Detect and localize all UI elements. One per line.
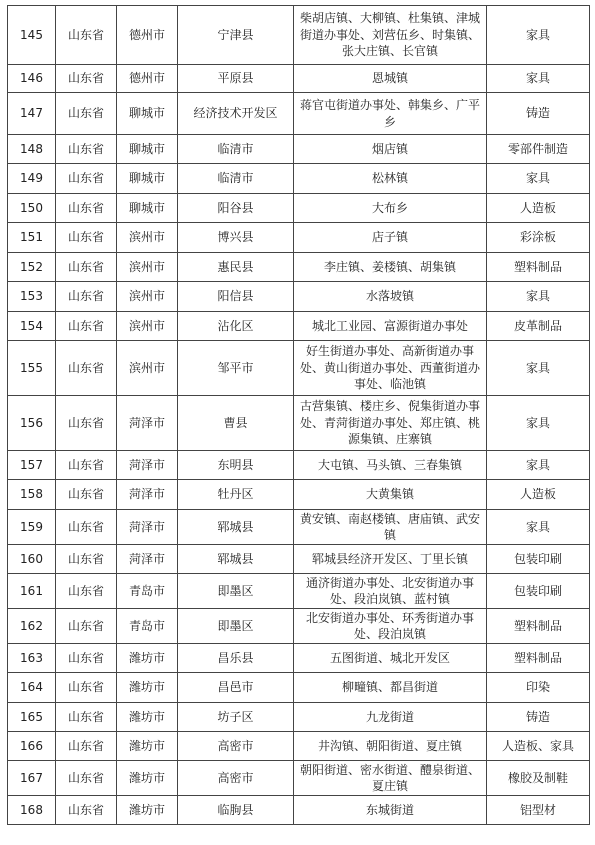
province-cell: 山东省 (56, 545, 117, 574)
county-cell: 博兴县 (178, 223, 294, 253)
province-cell: 山东省 (56, 6, 117, 65)
industry-cell: 铝型材 (487, 796, 590, 825)
row-number-cell: 149 (8, 164, 56, 194)
city-cell: 聊城市 (117, 164, 178, 194)
city-cell: 潍坊市 (117, 673, 178, 703)
row-number-cell: 166 (8, 732, 56, 761)
county-cell: 临清市 (178, 135, 294, 164)
county-cell: 阳信县 (178, 282, 294, 312)
industry-cell: 家具 (487, 282, 590, 312)
industry-cell: 包装印刷 (487, 574, 590, 609)
province-cell: 山东省 (56, 510, 117, 545)
towns-cell: 城北工业园、富源街道办事处 (294, 312, 487, 341)
row-number-cell: 165 (8, 703, 56, 732)
table-row (8, 574, 590, 609)
industry-cell: 包装印刷 (487, 545, 590, 574)
table-body (8, 6, 590, 825)
row-number-cell: 167 (8, 761, 56, 796)
city-cell: 聊城市 (117, 135, 178, 164)
table-row (8, 253, 590, 282)
row-number-cell: 164 (8, 673, 56, 703)
province-cell: 山东省 (56, 65, 117, 93)
city-cell: 菏泽市 (117, 510, 178, 545)
industry-cell: 塑料制品 (487, 609, 590, 644)
county-cell: 平原县 (178, 65, 294, 93)
towns-cell: 好生街道办事处、高新街道办事处、黄山街道办事处、西董街道办事处、临池镇 (294, 341, 487, 396)
row-number-cell: 145 (8, 6, 56, 65)
province-cell: 山东省 (56, 644, 117, 673)
row-number-cell: 146 (8, 65, 56, 93)
towns-cell: 恩城镇 (294, 65, 487, 93)
county-cell: 东明县 (178, 451, 294, 480)
city-cell: 潍坊市 (117, 761, 178, 796)
county-cell: 宁津县 (178, 6, 294, 65)
row-number-cell: 161 (8, 574, 56, 609)
industry-cell: 人造板 (487, 480, 590, 510)
province-cell: 山东省 (56, 703, 117, 732)
county-cell: 临清市 (178, 164, 294, 194)
industry-cell: 塑料制品 (487, 644, 590, 673)
row-number-cell: 168 (8, 796, 56, 825)
table-row (8, 93, 590, 135)
table-row (8, 732, 590, 761)
towns-cell: 北安街道办事处、环秀街道办事处、段泊岚镇 (294, 609, 487, 644)
towns-cell: 松林镇 (294, 164, 487, 194)
towns-cell: 九龙街道 (294, 703, 487, 732)
table-row (8, 6, 590, 65)
table-row (8, 761, 590, 796)
county-cell: 阳谷县 (178, 194, 294, 223)
towns-cell: 郓城县经济开发区、丁里长镇 (294, 545, 487, 574)
province-cell: 山东省 (56, 574, 117, 609)
table-row (8, 609, 590, 644)
county-cell: 即墨区 (178, 574, 294, 609)
towns-cell: 店子镇 (294, 223, 487, 253)
towns-cell: 水落坡镇 (294, 282, 487, 312)
towns-cell: 柴胡店镇、大柳镇、杜集镇、津城街道办事处、刘营伍乡、时集镇、张大庄镇、长官镇 (294, 6, 487, 65)
table-row (8, 703, 590, 732)
industry-cell: 零部件制造 (487, 135, 590, 164)
row-number-cell: 151 (8, 223, 56, 253)
table-row (8, 341, 590, 396)
towns-cell: 通济街道办事处、北安街道办事处、段泊岚镇、蓝村镇 (294, 574, 487, 609)
county-cell: 昌乐县 (178, 644, 294, 673)
city-cell: 菏泽市 (117, 396, 178, 451)
table-row (8, 644, 590, 673)
county-cell: 经济技术开发区 (178, 93, 294, 135)
city-cell: 潍坊市 (117, 644, 178, 673)
table-row (8, 223, 590, 253)
row-number-cell: 147 (8, 93, 56, 135)
table-row (8, 545, 590, 574)
city-cell: 潍坊市 (117, 732, 178, 761)
row-number-cell: 159 (8, 510, 56, 545)
table-row (8, 312, 590, 341)
row-number-cell: 153 (8, 282, 56, 312)
city-cell: 滨州市 (117, 312, 178, 341)
industry-cell: 橡胶及制鞋 (487, 761, 590, 796)
county-cell: 曹县 (178, 396, 294, 451)
city-cell: 滨州市 (117, 341, 178, 396)
towns-cell: 东城街道 (294, 796, 487, 825)
city-cell: 滨州市 (117, 282, 178, 312)
enterprise-cluster-table (7, 5, 590, 825)
towns-cell: 朝阳街道、密水街道、醴泉街道、夏庄镇 (294, 761, 487, 796)
county-cell: 沾化区 (178, 312, 294, 341)
table-row (8, 282, 590, 312)
province-cell: 山东省 (56, 164, 117, 194)
towns-cell: 黄安镇、南赵楼镇、唐庙镇、武安镇 (294, 510, 487, 545)
province-cell: 山东省 (56, 732, 117, 761)
city-cell: 菏泽市 (117, 451, 178, 480)
province-cell: 山东省 (56, 451, 117, 480)
city-cell: 聊城市 (117, 93, 178, 135)
row-number-cell: 150 (8, 194, 56, 223)
county-cell: 郓城县 (178, 510, 294, 545)
province-cell: 山东省 (56, 93, 117, 135)
county-cell: 昌邑市 (178, 673, 294, 703)
province-cell: 山东省 (56, 396, 117, 451)
city-cell: 聊城市 (117, 194, 178, 223)
table-row (8, 510, 590, 545)
industry-cell: 人造板 (487, 194, 590, 223)
province-cell: 山东省 (56, 223, 117, 253)
county-cell: 郓城县 (178, 545, 294, 574)
table-row (8, 135, 590, 164)
row-number-cell: 156 (8, 396, 56, 451)
city-cell: 菏泽市 (117, 545, 178, 574)
province-cell: 山东省 (56, 282, 117, 312)
industry-cell: 铸造 (487, 703, 590, 732)
county-cell: 坊子区 (178, 703, 294, 732)
province-cell: 山东省 (56, 761, 117, 796)
province-cell: 山东省 (56, 609, 117, 644)
industry-cell: 铸造 (487, 93, 590, 135)
county-cell: 高密市 (178, 761, 294, 796)
industry-cell: 塑料制品 (487, 253, 590, 282)
row-number-cell: 162 (8, 609, 56, 644)
industry-cell: 家具 (487, 510, 590, 545)
row-number-cell: 163 (8, 644, 56, 673)
towns-cell: 大布乡 (294, 194, 487, 223)
province-cell: 山东省 (56, 341, 117, 396)
table-row (8, 164, 590, 194)
table-row (8, 65, 590, 93)
province-cell: 山东省 (56, 796, 117, 825)
row-number-cell: 155 (8, 341, 56, 396)
row-number-cell: 148 (8, 135, 56, 164)
province-cell: 山东省 (56, 673, 117, 703)
table-row (8, 673, 590, 703)
province-cell: 山东省 (56, 312, 117, 341)
industry-cell: 印染 (487, 673, 590, 703)
table-row (8, 451, 590, 480)
county-cell: 高密市 (178, 732, 294, 761)
towns-cell: 大屯镇、马头镇、三春集镇 (294, 451, 487, 480)
city-cell: 潍坊市 (117, 796, 178, 825)
industry-cell: 家具 (487, 396, 590, 451)
towns-cell: 大黄集镇 (294, 480, 487, 510)
row-number-cell: 157 (8, 451, 56, 480)
row-number-cell: 152 (8, 253, 56, 282)
towns-cell: 烟店镇 (294, 135, 487, 164)
city-cell: 青岛市 (117, 609, 178, 644)
row-number-cell: 158 (8, 480, 56, 510)
industry-cell: 家具 (487, 6, 590, 65)
industry-cell: 家具 (487, 65, 590, 93)
province-cell: 山东省 (56, 480, 117, 510)
industry-cell: 家具 (487, 341, 590, 396)
county-cell: 惠民县 (178, 253, 294, 282)
table-row (8, 194, 590, 223)
table-row (8, 480, 590, 510)
county-cell: 临朐县 (178, 796, 294, 825)
city-cell: 德州市 (117, 65, 178, 93)
row-number-cell: 160 (8, 545, 56, 574)
city-cell: 滨州市 (117, 253, 178, 282)
province-cell: 山东省 (56, 253, 117, 282)
city-cell: 德州市 (117, 6, 178, 65)
county-cell: 牡丹区 (178, 480, 294, 510)
table-row (8, 796, 590, 825)
county-cell: 邹平市 (178, 341, 294, 396)
city-cell: 菏泽市 (117, 480, 178, 510)
province-cell: 山东省 (56, 194, 117, 223)
towns-cell: 井沟镇、朝阳街道、夏庄镇 (294, 732, 487, 761)
towns-cell: 五图街道、城北开发区 (294, 644, 487, 673)
city-cell: 潍坊市 (117, 703, 178, 732)
industry-cell: 家具 (487, 451, 590, 480)
city-cell: 滨州市 (117, 223, 178, 253)
towns-cell: 古营集镇、楼庄乡、倪集街道办事处、青菏街道办事处、郑庄镇、桃源集镇、庄寨镇 (294, 396, 487, 451)
industry-cell: 家具 (487, 164, 590, 194)
table-row (8, 396, 590, 451)
towns-cell: 蒋官屯街道办事处、韩集乡、广平乡 (294, 93, 487, 135)
industry-cell: 彩涂板 (487, 223, 590, 253)
city-cell: 青岛市 (117, 574, 178, 609)
towns-cell: 柳疃镇、都昌街道 (294, 673, 487, 703)
province-cell: 山东省 (56, 135, 117, 164)
county-cell: 即墨区 (178, 609, 294, 644)
row-number-cell: 154 (8, 312, 56, 341)
industry-cell: 人造板、家具 (487, 732, 590, 761)
towns-cell: 李庄镇、姜楼镇、胡集镇 (294, 253, 487, 282)
industry-cell: 皮革制品 (487, 312, 590, 341)
